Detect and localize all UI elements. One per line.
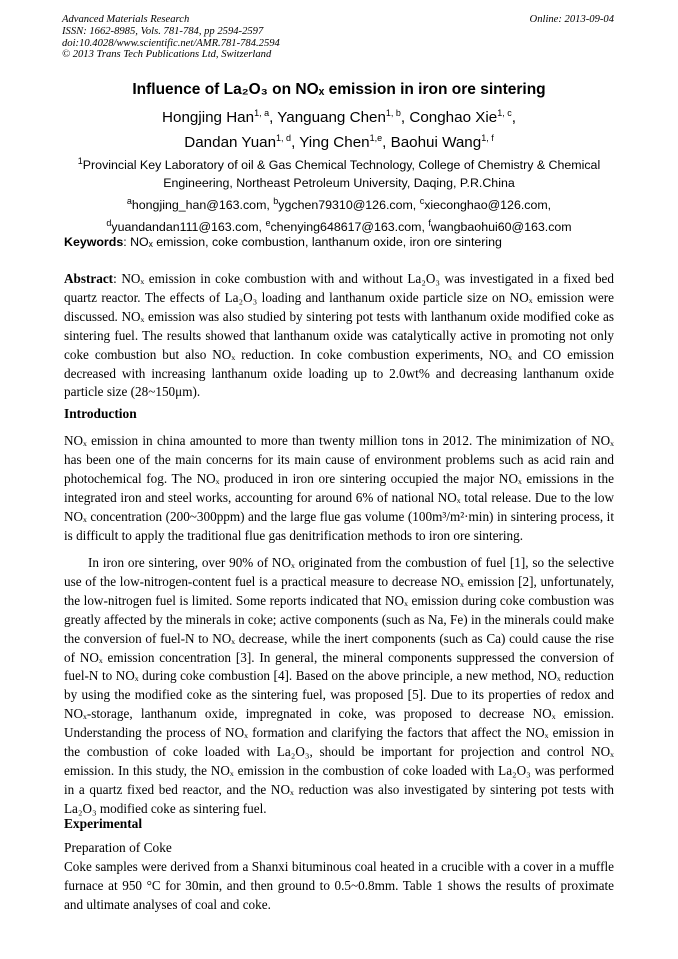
- affiliation-line: Provincial Key Laboratory of oil & Gas Chemical Technology, College of Chemistry & Chemical: [82, 158, 601, 173]
- emails-line-2: [50, 214, 628, 236]
- affiliation-sup: 1: [77, 156, 83, 166]
- section-heading-experimental: Experimental: [64, 816, 143, 831]
- author-name: Yanguang Chen: [277, 109, 386, 127]
- copyright: © 2013 Trans Tech Publications Ltd, Switzerland: [62, 49, 272, 61]
- author-name: Baohui Wang: [390, 134, 482, 152]
- intro-paragraph-2: In iron ore sintering, over 90% of NOₓ originated from the combustion of fuel [1], so the selective use of the low-nitrogen-content fuel is a practical measure to decrease NOₓ emission [2], unfortunately, the low-nitrogen fuel is limited. Some reports indicated that NOₓ emission during coke combustion was greatly affected by the minerals in coke; active components (such as Na, Fe) in the minerals could make the conversion of fuel-N to NOₓ decrease, while the inert components (such as Ca) could cause the rise of NOₓ emission concentration [3]. In general, the mineral components suppressed the conversion of fuel-N to NOₓ during coke combustion [4]. Based on the above principle, a new method, NOₓ reduction by using the modified coke as the sintering fuel, was proposed [5]. Due to its properties of redox and NOₓ-storage, lanthanum oxide, impregnated in coke, was proposed to decrease NOₓ emission. Understanding the process of NOₓ formation and clarifying the factors that affect the NOₓ emission in the combustion of coke loaded with La₂O₃, should be important for projection and control NOₓ emission. In this study, the NOₓ emission in the combustion of coke loaded with La₂O₃ was performed in a quartz fixed bed reactor, and the NOₓ reduction was also investigated by sintering pot tests with La₂O₃ modified coke as sintering fuel.: [64, 555, 614, 816]
- authors: [0, 103, 678, 153]
- email: hongjing_han@163.com,: [131, 198, 274, 213]
- emails-line-1: [50, 192, 628, 214]
- keywords-label: Keywords: [64, 235, 124, 249]
- journal-header: [62, 14, 280, 61]
- email-sup: d: [106, 218, 112, 229]
- email: yuandandan111@163.com,: [111, 220, 266, 235]
- abstract-label: Abstract: [64, 271, 114, 286]
- author-sup: 1, c: [497, 108, 512, 118]
- author-name: Ying Chen: [299, 134, 370, 152]
- affiliation-line: Engineering, Northeast Petroleum University, Daqing, P.R.China: [163, 176, 515, 191]
- email: xieconghao@126.com,: [424, 198, 552, 213]
- email-sup: e: [265, 218, 271, 229]
- separator: ,: [400, 109, 410, 127]
- email: chenying648617@163.com,: [270, 220, 429, 235]
- email-sup: b: [273, 196, 279, 207]
- authors-line-1: [0, 103, 678, 128]
- email-sup: a: [126, 196, 132, 207]
- keywords-text: : NOₓ emission, coke combustion, lanthanum oxide, iron ore sintering: [123, 235, 502, 249]
- abstract-text: : NOₓ emission in coke combustion with and without La₂O₃ was investigated in a fixed bed quartz reactor. The effects of La₂O₃ loading and lanthanum oxide particle size on NOₓ emission were discussed. NOₓ emission was also studied by sintering pot tests with lanthanum oxide modified coke as sintering fuel. The results showed that lanthanum oxide was catalytically active in promoting not only coke combustion but also NOₓ reduction. In coke combustion experiments, NOₓ and CO emission decreased with increasing lanthanum oxide loading up to 2.0wt% and decreasing lanthanum oxide particle size (28~150μm).: [64, 271, 614, 400]
- section-heading-introduction: Introduction: [64, 406, 137, 421]
- doi: doi:10.4028/www.scientific.net/AMR.781-784.2594: [62, 37, 280, 49]
- author-name: Dandan Yuan: [184, 134, 277, 152]
- keywords: [64, 235, 502, 249]
- author-sup: 1, d: [276, 133, 292, 144]
- authors-line-2: [0, 128, 678, 153]
- subsection-heading: Preparation of Coke: [64, 840, 172, 855]
- separator: ,: [269, 109, 278, 127]
- author-sup: 1, a: [254, 108, 270, 118]
- email-sup: f: [428, 218, 431, 229]
- author-sup: 1, b: [385, 108, 401, 118]
- author-sup: 1,e: [369, 133, 383, 144]
- author-sup: 1, f: [481, 133, 494, 144]
- email-sup: c: [419, 196, 425, 207]
- separator: ,: [291, 134, 300, 152]
- intro-paragraph-1: NOₓ emission in china amounted to more than twenty million tons in 2012. The minimization of NOₓ has been one of the main concerns for its main cause of environment problems such as acid rain and photochemical fog. The NOₓ produced in iron ore sintering occupied the major NOₓ emissions in the integrated iron and steel works, accounting for around 6% of national NOₓ total release. Due to the low NOₓ concentration (200~300ppm) and the large flue gas volume (100m³/m²·min) in sintering process, it is difficult to apply the traditional flue gas denitrification methods to iron ore sintering.: [64, 433, 614, 543]
- affiliation: [50, 152, 628, 236]
- experimental-paragraph-1: Coke samples were derived from a Shanxi bituminous coal heated in a crucible with a cover in a muffle furnace at 950 °C for 30min, and then ground to 0.5~0.8mm. Table 1 shows the results of proximate and ultimate analyses of coal and coke.: [64, 859, 614, 912]
- abstract: [64, 270, 614, 402]
- separator: ,: [511, 109, 516, 127]
- paper-title: Influence of La₂O₃ on NOₓ emission in iron ore sintering: [132, 81, 546, 98]
- separator: ,: [382, 134, 391, 152]
- email: wangbaohui60@163.com: [430, 220, 572, 235]
- author-name: Conghao Xie: [409, 109, 498, 127]
- author-name: Hongjing Han: [162, 109, 255, 127]
- email: ygchen79310@126.com,: [278, 198, 420, 213]
- issn: ISSN: 1662-8985, Vols. 781-784, pp 2594-2597: [62, 25, 264, 37]
- journal-name: Advanced Materials Research: [62, 14, 190, 25]
- online-date: Online: 2013-09-04: [529, 14, 614, 25]
